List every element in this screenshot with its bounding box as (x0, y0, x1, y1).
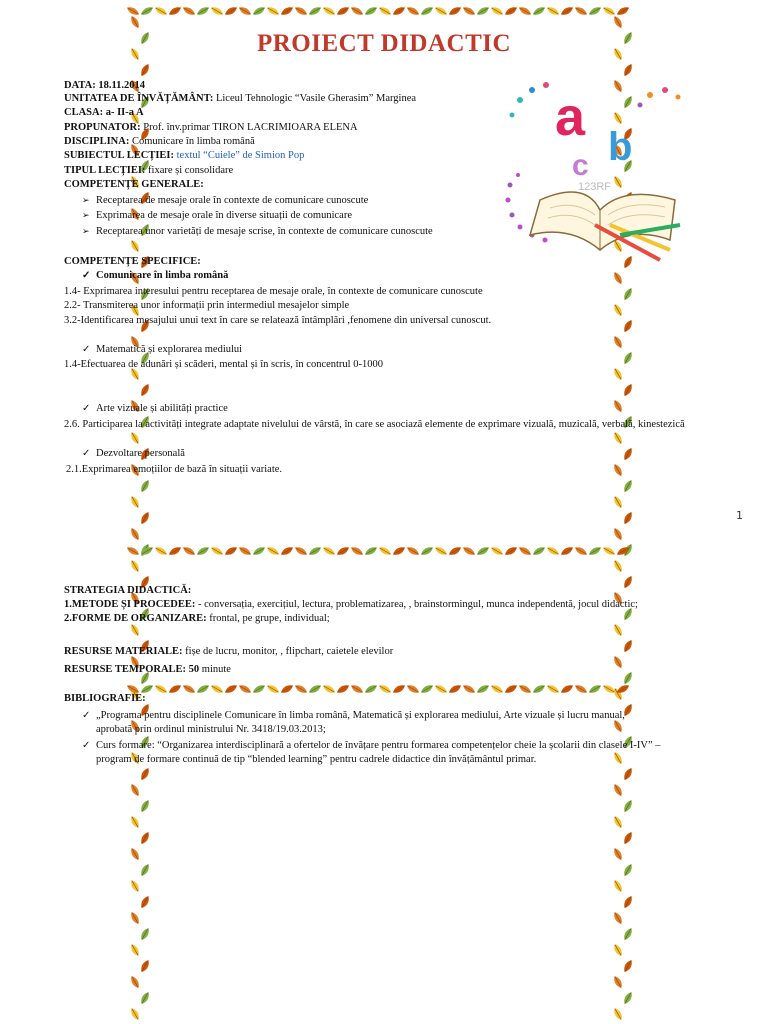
leaf-icon (622, 638, 634, 653)
leaf-icon (601, 683, 616, 695)
leaf-icon (181, 683, 196, 695)
leaf-icon (517, 683, 532, 695)
leaf-icon (612, 878, 624, 893)
bibliografie-heading: BIBLIOGRAFIE: (64, 693, 146, 704)
leaf-icon (335, 545, 350, 557)
competence-item: 2.1.Exprimarea emoțiilor de bază în situații variate. (66, 464, 283, 475)
leaf-icon (129, 974, 141, 989)
resurse-materiale-value: fișe de lucru, monitor, , flipchart, caietele elevilor (185, 646, 394, 657)
metode-label: 1.METODE ȘI PROCEDEE: (64, 599, 196, 610)
leaf-icon (573, 5, 588, 17)
leaf-icon (622, 830, 634, 845)
leaf-icon (195, 5, 210, 17)
leaf-icon (622, 766, 634, 781)
leaf-icon (612, 366, 624, 381)
leaf-icon (129, 846, 141, 861)
leaf-icon (615, 545, 630, 557)
leaf-icon (622, 958, 634, 973)
leaf-icon (139, 545, 154, 557)
leaf-icon (612, 1006, 624, 1021)
unitate-value: Liceul Tehnologic “Vasile Gherasim” Marginea (215, 93, 417, 104)
leaf-icon (612, 494, 624, 509)
leaf-icon (265, 545, 280, 557)
leaf-icon (251, 683, 266, 695)
leaf-icon (129, 782, 141, 797)
leaf-icon (622, 510, 634, 525)
leaf-icon (153, 683, 168, 695)
leaf-icon (612, 974, 624, 989)
leaf-icon (559, 545, 574, 557)
leaf-icon (377, 545, 392, 557)
leaf-icon (433, 683, 448, 695)
leaf-icon (129, 910, 141, 925)
disciplina-line (64, 135, 255, 148)
leaf-icon (139, 62, 151, 77)
leaf-icon (612, 750, 624, 765)
leaf-icon (125, 545, 140, 557)
subject-heading: ✓ Arte vizuale și abilități practice (82, 403, 228, 414)
page-title: PROIECT DIDACTIC (256, 30, 512, 57)
checkmark-icon: ✓ (82, 710, 91, 721)
metode-value: - conversația, exercițiul, lectura, problematizarea, , brainstormingul, munca independentă, jocul didactic; (198, 599, 638, 610)
competente-specifice-heading: COMPETENȚE SPECIFICE: (64, 256, 201, 267)
leaf-icon (612, 334, 624, 349)
checkmark-icon: ✓ (82, 448, 91, 459)
leaf-icon (167, 545, 182, 557)
checkmark-icon: ✓ (82, 403, 91, 414)
list-item: ➢ Receptarea unor varietăți de mesaje scrise, în contexte de comunicare cunoscute (82, 226, 433, 237)
leaf-icon (531, 545, 546, 557)
leaf-icon (517, 545, 532, 557)
leaf-icon (503, 683, 518, 695)
propunator-value: Prof. înv.primar TIRON LACRIMIOARA ELENA (143, 122, 358, 133)
leaf-icon (293, 683, 308, 695)
leaf-icon (405, 545, 420, 557)
leaf-icon (223, 545, 238, 557)
leaf-icon (363, 683, 378, 695)
leaf-icon (545, 683, 560, 695)
bibliography-item-continued: program de formare continuă de tip “blended learning” pentru cadrele didactice din învățământul primar. (96, 754, 537, 765)
leaf-icon (237, 5, 252, 17)
leaf-icon (503, 5, 518, 17)
top-leaf-border (125, 0, 635, 22)
leaf-icon (209, 683, 224, 695)
leaf-icon (391, 545, 406, 557)
leaf-icon (293, 545, 308, 557)
leaf-icon (139, 798, 151, 813)
subiect-line (64, 149, 304, 162)
leaf-icon (587, 683, 602, 695)
leaf-icon (153, 545, 168, 557)
leaf-icon (475, 683, 490, 695)
leaf-icon (531, 5, 546, 17)
bibliography-item: ✓ „Programa pentru disciplinele Comunicare în limba română, Matematică și explorarea mediului, Arte vizuale și lucru manual, (82, 710, 625, 721)
leaf-icon (489, 545, 504, 557)
leaf-icon (167, 683, 182, 695)
leaf-icon (612, 430, 624, 445)
leaf-icon (307, 683, 322, 695)
leaf-icon (349, 5, 364, 17)
disciplina-label: DISCIPLINA: (64, 136, 130, 147)
letter-b-icon: b (608, 125, 633, 169)
resurse-materiale-label: RESURSE MATERIALE: (64, 646, 183, 657)
arrow-bullet-icon: ➢ (82, 226, 90, 236)
leaf-icon (622, 926, 634, 941)
letter-a-icon: a (555, 87, 586, 147)
leaf-icon (419, 5, 434, 17)
leaf-icon (139, 958, 151, 973)
list-item: ➢ Exprimarea de mesaje orale în diverse situații de comunicare (82, 210, 352, 221)
leaf-icon (601, 545, 616, 557)
leaf-icon (223, 5, 238, 17)
leaf-icon (349, 545, 364, 557)
resurse-temporale-line (64, 663, 231, 676)
svg-text:123RF: 123RF (578, 181, 612, 193)
leaf-icon (612, 814, 624, 829)
leaf-icon (139, 478, 151, 493)
tipul-line (64, 164, 233, 177)
leaf-icon (279, 683, 294, 695)
resurse-temporale-number: 50 (188, 664, 200, 675)
leaf-icon (517, 5, 532, 17)
leaf-icon (612, 910, 624, 925)
leaf-icon (139, 926, 151, 941)
leaf-icon (139, 894, 151, 909)
leaf-icon (153, 5, 168, 17)
leaf-icon (139, 830, 151, 845)
leaf-icon (622, 798, 634, 813)
leaf-icon (139, 766, 151, 781)
leaf-icon (335, 683, 350, 695)
leaf-icon (573, 683, 588, 695)
leaf-icon (615, 683, 630, 695)
leaf-icon (251, 545, 266, 557)
leaf-icon (237, 545, 252, 557)
leaf-icon (622, 318, 634, 333)
leaf-icon (612, 782, 624, 797)
leaf-icon (129, 814, 141, 829)
leaf-icon (622, 446, 634, 461)
leaf-icon (307, 545, 322, 557)
leaf-icon (433, 5, 448, 17)
leaf-icon (433, 545, 448, 557)
abc-book-illustration (500, 75, 690, 275)
leaf-icon (573, 545, 588, 557)
leaf-icon (587, 545, 602, 557)
leaf-icon (181, 545, 196, 557)
competente-generale-heading: COMPETENȚE GENERALE: (64, 179, 204, 190)
leaf-icon (129, 14, 141, 29)
leaf-icon (209, 545, 224, 557)
leaf-icon (237, 683, 252, 695)
subiect-label: SUBIECTUL LECȚIEI: (64, 150, 174, 161)
leaf-icon (209, 5, 224, 17)
forme-label: 2.FORME DE ORGANIZARE: (64, 613, 207, 624)
leaf-icon (279, 5, 294, 17)
leaf-icon (363, 5, 378, 17)
leaf-icon (307, 5, 322, 17)
leaf-icon (612, 302, 624, 317)
leaf-icon (129, 878, 141, 893)
leaf-icon (419, 683, 434, 695)
leaf-icon (195, 545, 210, 557)
arrow-bullet-icon: ➢ (82, 210, 90, 220)
leaf-icon (489, 683, 504, 695)
leaf-icon (405, 683, 420, 695)
subject-heading: ✓ Comunicare în limba română (82, 270, 229, 281)
leaf-icon (265, 683, 280, 695)
leaf-icon (503, 545, 518, 557)
leaf-icon (293, 5, 308, 17)
leaf-icon (461, 683, 476, 695)
leaf-icon (139, 862, 151, 877)
leaf-icon (559, 5, 574, 17)
leaf-icon (545, 545, 560, 557)
checkmark-icon: ✓ (82, 740, 91, 751)
propunator-line (64, 121, 358, 134)
leaf-icon (622, 990, 634, 1005)
leaf-icon (139, 990, 151, 1005)
leaf-icon (139, 510, 151, 525)
leaf-icon (129, 238, 141, 253)
competence-item: 1.4- Exprimarea interesului pentru receptarea de mesaje orale, în contexte de comunicare cunoscute (64, 286, 483, 297)
bibliography-item: ✓ Curs formare: “Organizarea interdisciplinară a ofertelor de învățare pentru formarea competențelor cheie la școlarii din clasele I-IV” – (82, 740, 661, 751)
leaf-icon (279, 545, 294, 557)
subject-heading: ✓ Matematică și explorarea mediului (82, 344, 243, 355)
unitate-line (64, 92, 416, 105)
leaf-icon (419, 545, 434, 557)
propunator-label: PROPUNATOR: (64, 122, 141, 133)
date-line: DATA: 18.11.2014 (64, 80, 145, 91)
leaf-icon (545, 5, 560, 17)
subject-heading: ✓ Dezvoltare personală (82, 448, 185, 459)
leaf-icon (587, 5, 602, 17)
leaf-icon (612, 14, 624, 29)
checkmark-icon: ✓ (82, 344, 91, 355)
arrow-bullet-icon: ➢ (82, 195, 90, 205)
leaf-icon (335, 5, 350, 17)
leaf-icon (447, 683, 462, 695)
leaf-icon (167, 5, 182, 17)
forme-value: frontal, pe grupe, individual; (209, 613, 330, 624)
leaf-icon (559, 683, 574, 695)
leaf-icon (391, 683, 406, 695)
leaf-icon (612, 398, 624, 413)
leaf-icon (251, 5, 266, 17)
leaf-icon (622, 350, 634, 365)
leaf-icon (321, 683, 336, 695)
resurse-materiale-line (64, 645, 393, 658)
leaf-icon (475, 5, 490, 17)
leaf-icon (363, 545, 378, 557)
leaf-icon (265, 5, 280, 17)
leaf-icon (489, 5, 504, 17)
leaf-icon (405, 5, 420, 17)
resurse-temporale-unit: minute (201, 664, 231, 675)
leaf-icon (612, 462, 624, 477)
leaf-icon (622, 382, 634, 397)
leaf-icon (612, 846, 624, 861)
leaf-icon (321, 545, 336, 557)
tipul-value: fixare și consolidare (148, 165, 234, 176)
checkmark-icon: ✓ (82, 270, 91, 281)
leaf-icon (195, 683, 210, 695)
disciplina-value: Comunicare în limba română (131, 136, 255, 147)
subiect-value: textul “Cuiele” de Simion Pop (176, 150, 305, 161)
list-item: ➢ Receptarea de mesaje orale în contexte de comunicare cunoscute (82, 195, 369, 206)
forme-line (64, 612, 330, 625)
leaf-icon (129, 430, 141, 445)
leaf-icon (377, 683, 392, 695)
strategia-heading: STRATEGIA DIDACTICĂ: (64, 585, 192, 596)
leaf-icon (461, 545, 476, 557)
leaf-icon (321, 5, 336, 17)
leaf-icon (129, 1006, 141, 1021)
metode-line (64, 598, 638, 611)
bibliography-item-continued: aprobată prin ordinul ministrului Nr. 3418/19.03.2013; (96, 724, 326, 735)
leaf-icon (622, 862, 634, 877)
letter-c-icon: c (572, 149, 589, 182)
competence-item: 2.6. Participarea la activități integrate adaptate nivelului de vârstă, în care se asociază elemente de exprimare vizuală, muzicală, verbală, kinestezică (64, 419, 685, 430)
leaf-icon (622, 894, 634, 909)
leaf-icon (622, 478, 634, 493)
leaf-icon (139, 382, 151, 397)
leaf-icon (129, 494, 141, 509)
leaf-icon (377, 5, 392, 17)
leaf-icon (461, 5, 476, 17)
leaf-icon (349, 683, 364, 695)
leaf-icon (622, 574, 634, 589)
leaf-icon (129, 942, 141, 957)
leaf-icon (612, 942, 624, 957)
tipul-label: TIPUL LECȚIEI: (64, 165, 146, 176)
leaf-icon (531, 683, 546, 695)
leaf-icon (181, 5, 196, 17)
unitate-label: UNITATEA DE ÎNVĂȚĂMÂNT: (64, 93, 214, 104)
leaf-icon (622, 286, 634, 301)
leaf-icon (223, 683, 238, 695)
leaf-icon (391, 5, 406, 17)
middle-leaf-border (125, 540, 635, 562)
leaf-icon (612, 622, 624, 637)
competence-item: 3.2-Identificarea mesajului unui text în care se relatează întâmplări ,fenomene din universal cunoscut. (64, 315, 492, 326)
competence-item: 1.4-Efectuarea de adunări și scăderi, mental și în scris, în concentrul 0-1000 (64, 359, 383, 370)
leaf-icon (612, 654, 624, 669)
leaf-icon (475, 545, 490, 557)
leaf-icon (447, 5, 462, 17)
leaf-icon (447, 545, 462, 557)
competence-item: 2.2- Transmiterea unor informații prin intermediul mesajelor simple (64, 300, 350, 311)
page-number: 1 (736, 509, 743, 522)
resurse-temporale-label: RESURSE TEMPORALE: (64, 664, 187, 675)
clasa-line: CLASA: a- II-a A (64, 107, 144, 118)
middle-leaf-border-2 (125, 678, 635, 700)
